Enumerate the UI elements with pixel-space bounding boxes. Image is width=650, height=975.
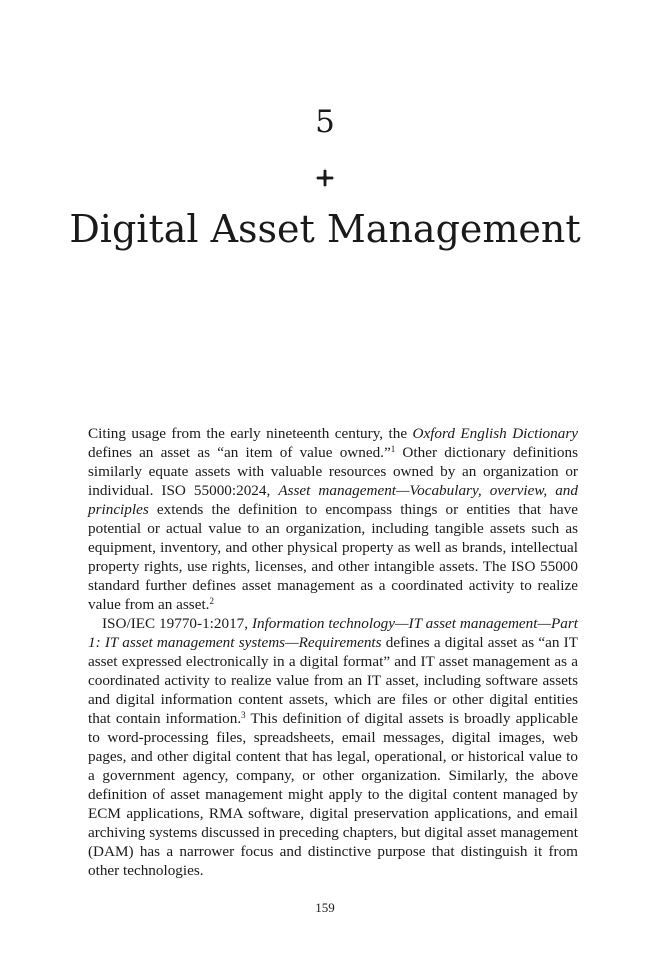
book-title-oed: Oxford English Dictionary	[412, 425, 578, 442]
paragraph-1-text: Citing usage from the early nineteenth century, the	[88, 425, 413, 442]
footnote-ref-2[interactable]: 2	[209, 596, 214, 606]
paragraph-1-text: Other dictionary definitions similarly equate assets with valuable resources owned by an organization or individual. ISO 55000:2024,	[88, 444, 578, 499]
paragraph-2	[88, 614, 578, 880]
footnote-ref-3[interactable]: 3	[241, 710, 246, 720]
paragraph-1	[88, 424, 578, 614]
page-number: 159	[315, 900, 335, 915]
footnote-ref-1[interactable]: 1	[390, 444, 396, 454]
four-point-cross-ornament-icon	[315, 168, 335, 188]
paragraph-1-text: defines an asset as “an item of value owned.”	[88, 444, 391, 461]
standard-title-iso-55000: Asset management—Vocabulary, overview, and principles	[88, 482, 578, 518]
paragraph-2-text: defines a digital asset as “an IT asset expressed electronically in a digital format” and IT asset management as a coordinated activity to realize value from an IT asset, including software assets and digital information content assets, which are files or other digital entities that contain information.	[88, 634, 578, 727]
chapter-title: Digital Asset Management	[69, 207, 581, 251]
chapter-number: 5	[315, 104, 335, 140]
paragraph-2-text: This definition of digital assets is broadly applicable to word-processing files, spreadsheets, email messages, digital images, web pages, and other digital content that has legal, operational, or historical value to a government agency, company, or other organization. Similarly, the above definition of asset management might apply to the digital content managed by ECM applications, RMA software, digital preservation applications, and email archiving systems discussed in preceding chapters, but digital asset management (DAM) has a narrower focus and distinctive purpose that distinguish it from other technologies.	[88, 710, 578, 879]
paragraph-2-text: ISO/IEC 19770-1:2017,	[102, 615, 252, 632]
paragraph-1-text: extends the definition to encompass things or entities that have potential or actual value to an organization, including tangible assets such as equipment, inventory, and other physical property as well as brands, intellectual property rights, use rights, licenses, and other intangible assets. The ISO 55000 standard further defines asset management as a coordinated activity to realize value from an asset.	[88, 501, 578, 613]
chapter-body	[88, 424, 578, 880]
standard-title-iso-19770: Information technology—IT asset management—Part 1: IT asset management systems—Requirements	[88, 615, 578, 651]
